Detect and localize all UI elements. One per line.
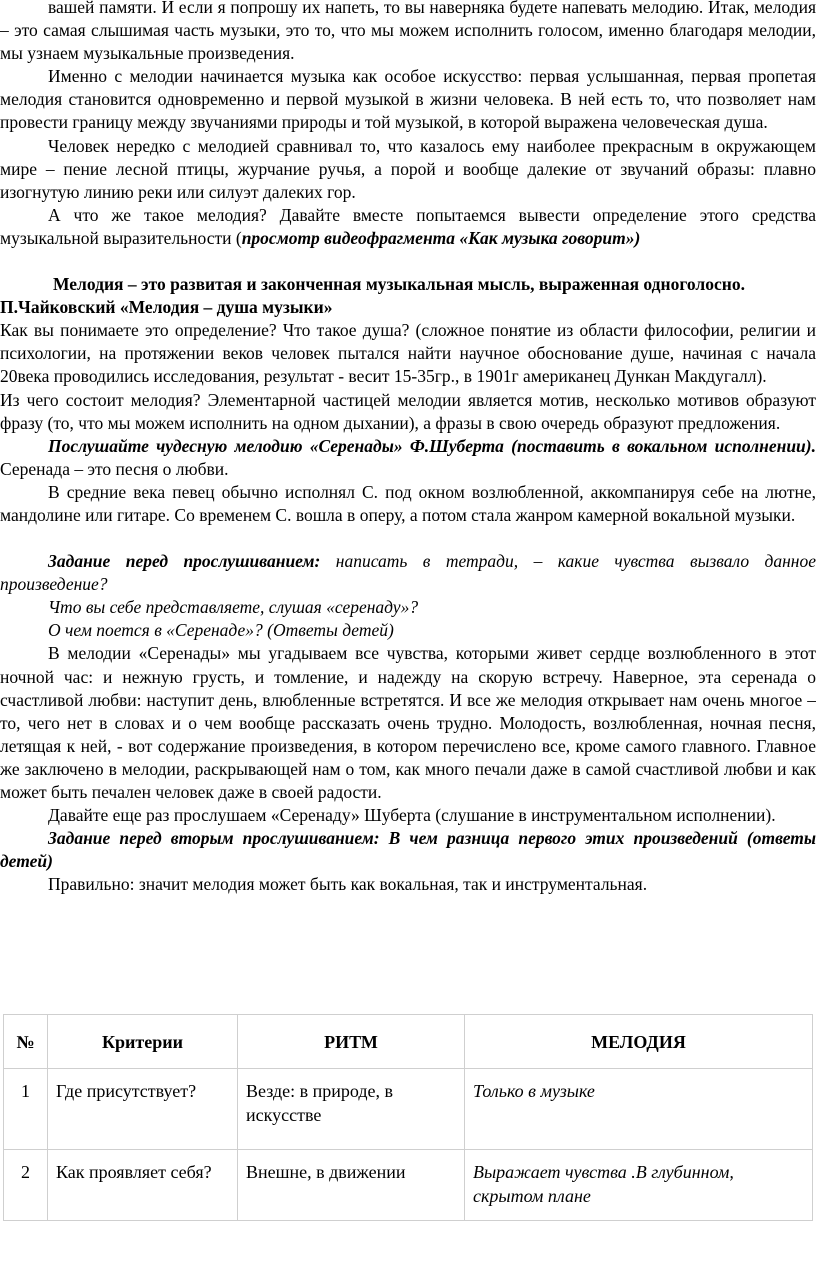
comparison-table	[3, 1014, 813, 1221]
melody-cell: Только в музыке	[465, 1069, 813, 1150]
spacer	[0, 527, 816, 550]
criteria-cell: Где присутствует?	[48, 1069, 238, 1150]
paragraph-question	[0, 204, 816, 250]
question-text: А что же такое мелодия? Давайте вместе попытаемся вывести определение этого средства музыкальной выразительности (	[0, 204, 816, 248]
task-label: Задание перед прослушиванием:	[48, 551, 321, 572]
paragraph-serenade	[0, 435, 816, 481]
header-melody: МЕЛОДИЯ	[465, 1015, 813, 1069]
header-criteria: Критерии	[48, 1015, 238, 1069]
paragraph-melody-origin: Именно с мелодии начинается музыка как особое искусство: первая услышанная, первая пропетая мелодия становится одновременно и первой музыкой в жизни человека. В ней есть то, что позволяет нам провести границу между звучаниями природы и той музыкой, в которой выражена человеческая душа.	[0, 66, 816, 133]
video-note: просмотр видеофрагмента «Как музыка говорит»)	[241, 227, 641, 248]
listen-instruction: Послушайте чудесную мелодию «Серенады» Ф.Шуберта (поставить в вокальном исполнении).	[48, 435, 816, 456]
task-text: написать в тетради, – какие чувства вызвало данное произведение?	[0, 551, 816, 595]
header-rhythm: РИТМ	[238, 1015, 465, 1069]
spacer	[0, 250, 816, 273]
paragraph-feelings: В мелодии «Серенады» мы угадываем все чувства, которыми живет сердце возлюбленного в этот ночной час: и нежную грусть, и томление, и надежду на скорую встречу. Наверное, эта серенада о счастливой любви: наступит день, влюбленные встретятся. И все же мелодия открывает нам очень многое – то, чего нет в словах и о чем вообще рассказать очень трудно. Молодость, возлюбленная, ночная песня, летящая к ней, - вот содержание произведения, в котором перечислено все, кроме самого главного. Главное же заключено в мелодии, раскрывающей нам о том, как много печали даже в самой счастливой любви и как может быть печален человек даже в своей радости.	[0, 643, 816, 802]
criteria-cell: Как проявляет себя?	[48, 1150, 238, 1221]
task-second-listening: Задание перед вторым прослушиванием: В чем разница первого этих произведений (ответы детей)	[0, 828, 816, 872]
definition-heading: Мелодия – это развитая и законченная музыкальная мысль, выраженная одноголосно.	[53, 274, 745, 295]
paragraph-middle-ages: В средние века певец обычно исполнял С. под окном возлюбленной, аккомпанируя себе на лютне, мандолине или гитаре. Со временем С. вошла в оперу, а потом стала жанром камерной вокальной музыки.	[0, 481, 816, 525]
task-before-listening	[0, 550, 816, 596]
paragraph-soul: Как вы понимаете это определение? Что такое душа? (сложное понятие из области философии, религии и психологии, на протяжении веков человек пытался найти научное обоснование душе, начиная с начала 20века проводились исследования, результат - весит 15-35гр., в 1901г американец Дункан Макдугалл).	[0, 320, 816, 387]
paragraph-listen-again: Давайте еще раз прослушаем «Серенаду» Шуберта (слушание в инструментальном исполнении).	[48, 805, 776, 826]
header-number: №	[4, 1015, 48, 1069]
serenade-definition: Серенада – это песня о любви.	[0, 458, 229, 479]
table-row	[4, 1150, 813, 1221]
paragraph-memory: вашей памяти. И если я попрошу их напеть, то вы наверняка будете напевать мелодию. Итак, мелодия – это самая слышимая часть музыки, это то, что мы можем исполнить голосом, именно благодаря мелодии, мы узнаем музыкальные произведения.	[0, 0, 816, 64]
question-sung-about: О чем поется в «Серенаде»? (Ответы детей)	[48, 620, 394, 641]
table-header-row	[4, 1015, 813, 1069]
row-number: 1	[4, 1069, 48, 1150]
melody-cell: Выражает чувства .В глубинном, скрытом плане	[465, 1150, 813, 1221]
table-row	[4, 1069, 813, 1150]
rhythm-cell: Везде: в природе, в искусстве	[238, 1069, 465, 1150]
rhythm-cell: Внешне, в движении	[238, 1150, 465, 1221]
question-imagine: Что вы себе представляете, слушая «серенаду»?	[48, 597, 419, 618]
paragraph-motif: Из чего состоит мелодия? Элементарной частицей мелодии является мотив, несколько мотивов образуют фразу (то, что мы можем исполнить на одном дыхании), а фразы в свою очередь образуют предложения.	[0, 389, 816, 433]
row-number: 2	[4, 1150, 48, 1221]
paragraph-conclusion: Правильно: значит мелодия может быть как вокальная, так и инструментальная.	[48, 874, 648, 895]
tchaikovsky-quote: П.Чайковский «Мелодия – душа музыки»	[0, 297, 333, 318]
paragraph-comparison: Человек нередко с мелодией сравнивал то, что казалось ему наиболее прекрасным в окружающем мире – пение лесной птицы, журчание ручья, а порой и вообще далекие от звучаний образы: плавно изогнутую линию реки или силуэт далеких гор.	[0, 135, 816, 202]
